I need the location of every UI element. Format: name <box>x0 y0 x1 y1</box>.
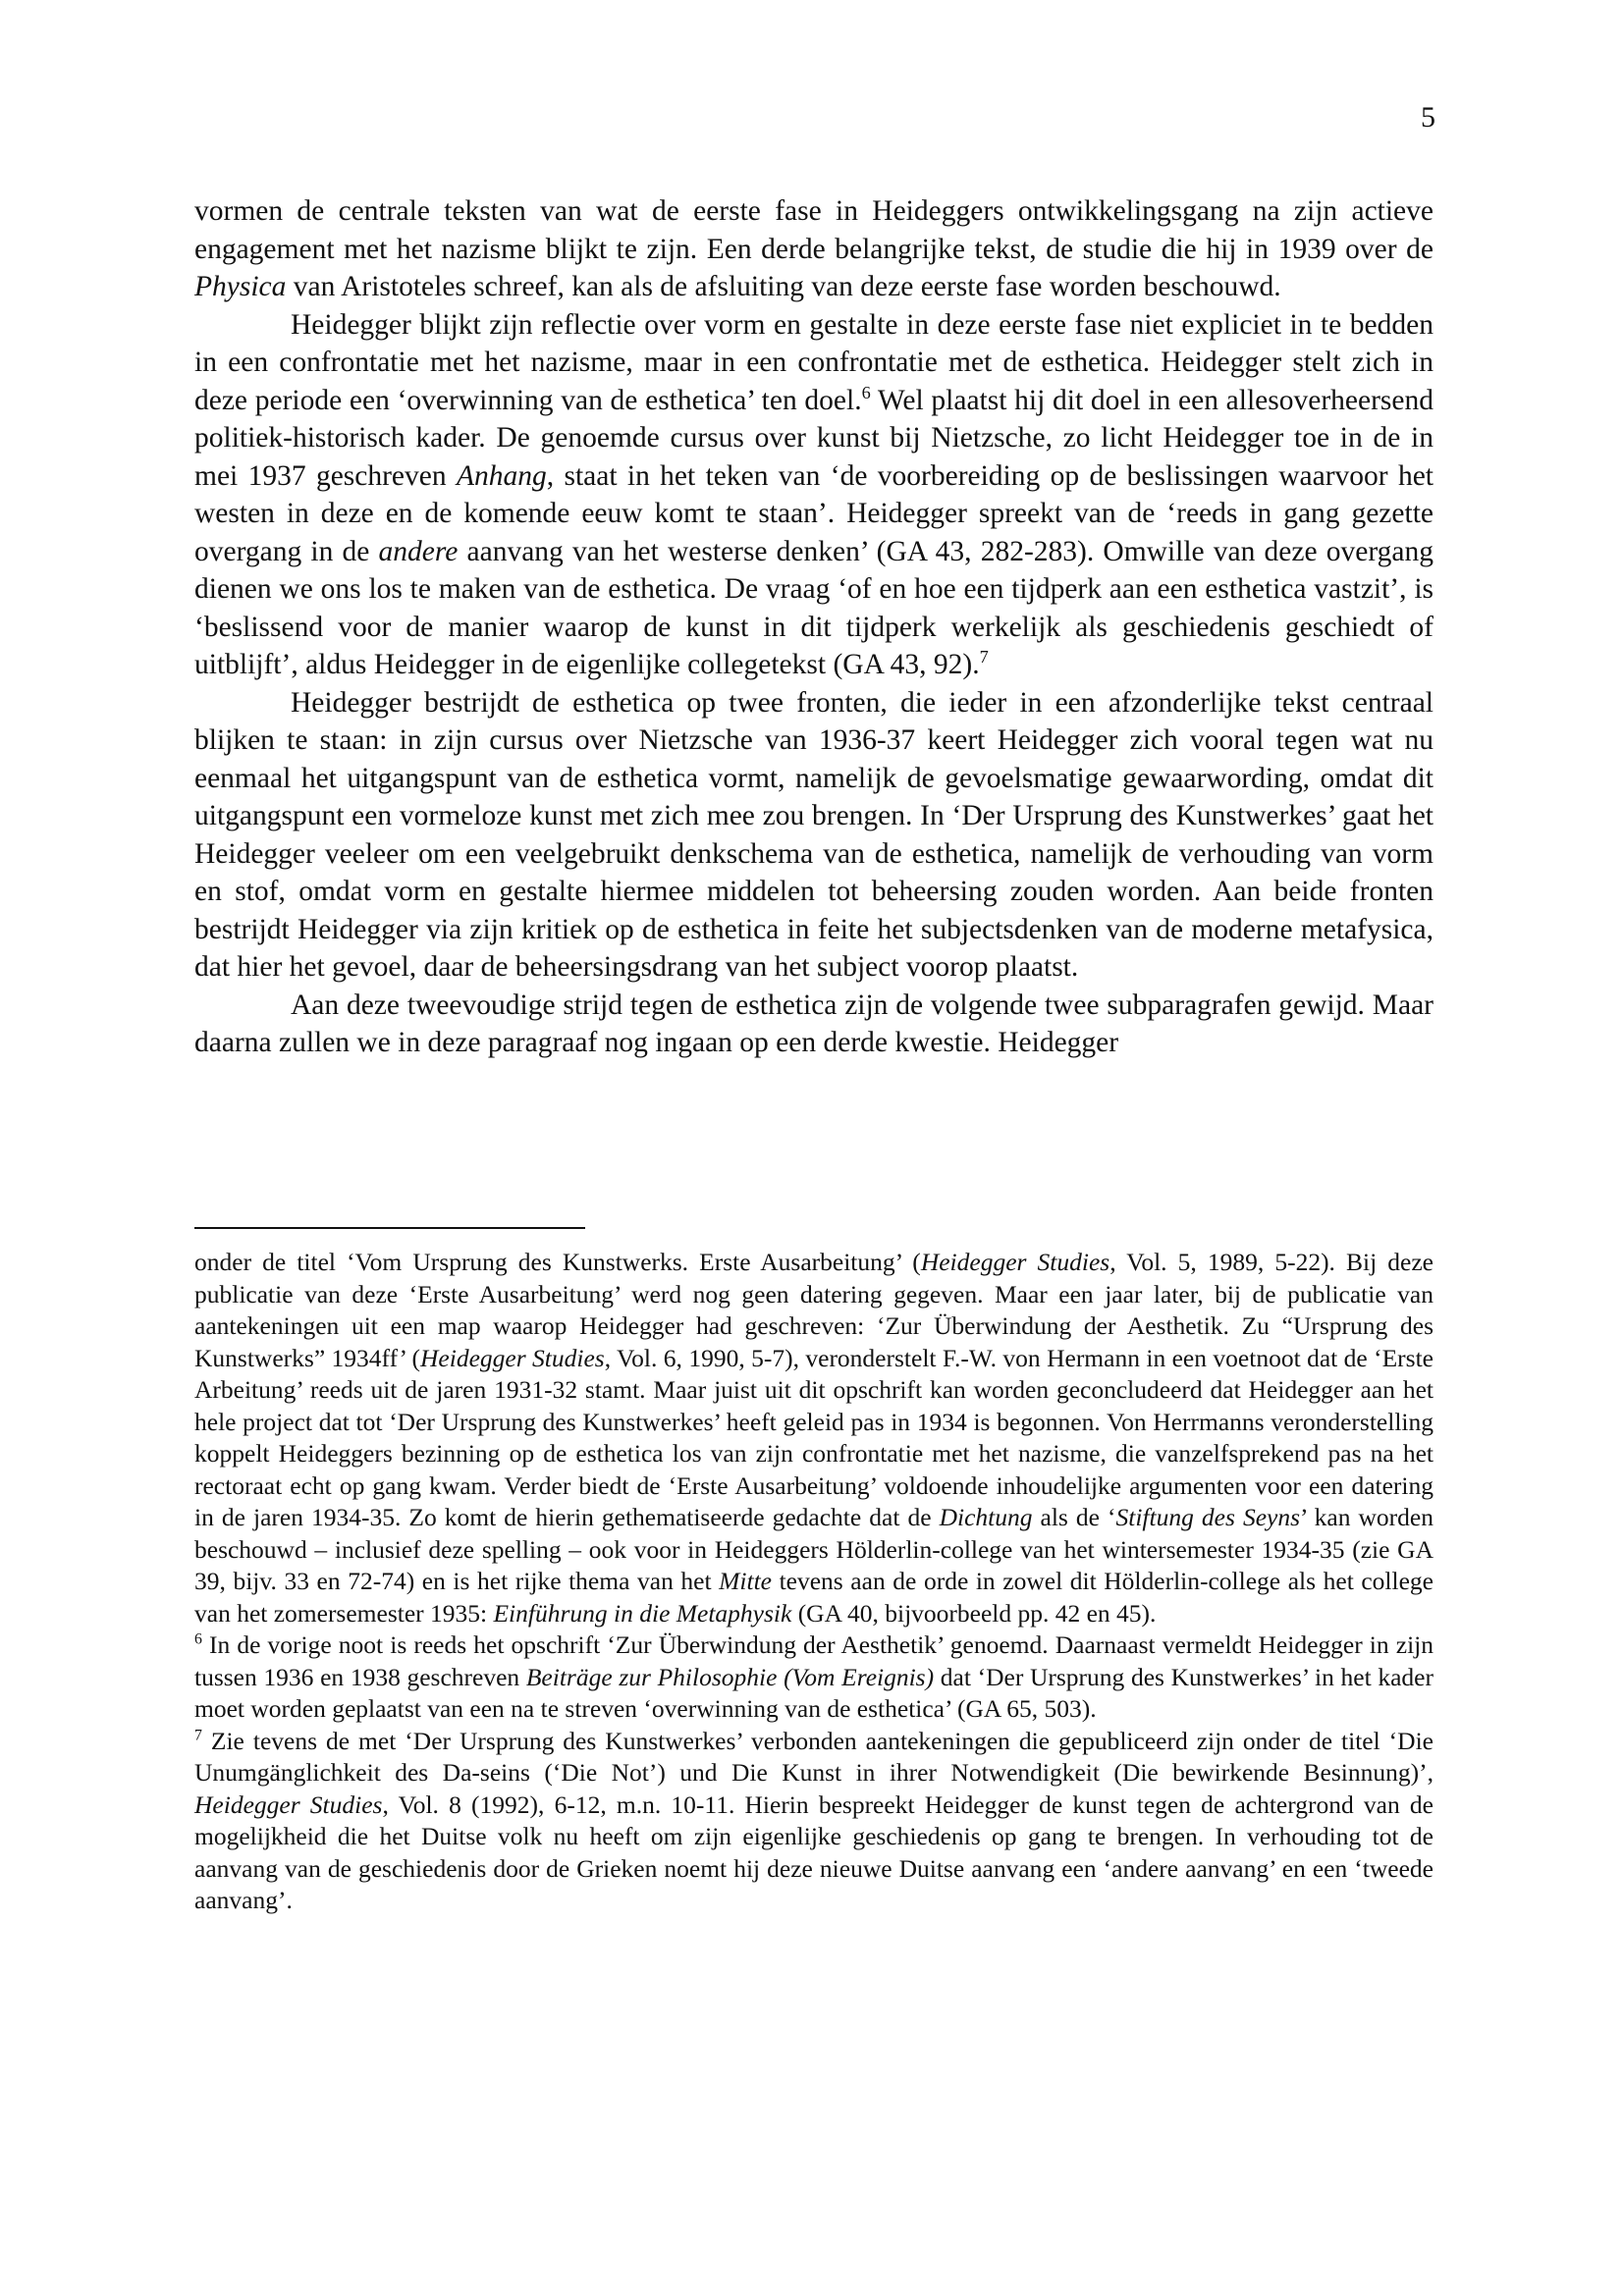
text-run: vormen de centrale teksten van wat de eerste fase in Heideggers ontwikkelingsgang na zijn actieve engagement met het nazisme blijkt te zijn. Een derde belangrijke tekst, de studie die hij in 1939 over de <box>194 195 1434 265</box>
paragraph-2 <box>194 306 1434 684</box>
text-run: als de ‘ <box>1032 1503 1116 1531</box>
italic-text: Mitte <box>719 1567 772 1595</box>
italic-text: Heidegger Studies <box>194 1789 383 1819</box>
text-run: aanvang van het westerse denken’ (GA 43, 282-283). Omwille van deze overgang dienen we ons los te maken van de esthetica. De vraag ‘of en hoe een tijdperk aan een esthetica vastzit’, is ‘beslissend voor de manier waarop de kunst in dit tijdperk werkelijk als geschiedenis geschiedt of uitblijft’, aldus Heidegger in de eigenlijke collegetekst (GA 43, 92). <box>194 535 1434 680</box>
footnote-6 <box>194 1629 1434 1726</box>
italic-text: Physica <box>194 271 287 302</box>
text-run: tevens aan de orde in zowel dit Hölderlin-college als het college van het zomersemester 1935: <box>194 1567 1434 1628</box>
text-run: , Vol. 5, 1989, 5-22). Bij deze publicatie van deze ‘Erste Ausarbeitung’ werd nog geen datering gegeven. Maar een jaar later, bij de publicatie van aantekeningen uit een map waarop Heidegger had geschreven: ‘Zur Überwindung der Aesthetik. Zu “Ursprung des Kunstwerks” 1934ff’ ( <box>194 1248 1434 1372</box>
text-run: ’ kan worden beschouwd – inclusief deze spelling – ook voor in Heideggers Hölderlin-college van het wintersemester 1934-35 (zie GA 39, bijv. 33 en 72-74) en is het rijke thema van het <box>194 1503 1434 1595</box>
text-run: Zie tevens de met ‘Der Ursprung des Kunstwerkes’ verbonden aantekeningen die gepubliceerd zijn onder de titel ‘Die Unumgänglichkeit des Da-seins (‘Die Not’) und Die Kunst in ihrer Notwendigkeit (Die bewirkende Besinnung)’, <box>194 1726 1434 1787</box>
italic-text: Dichtung <box>939 1503 1033 1531</box>
italic-text: Einführung in die Metaphysik <box>493 1598 792 1628</box>
paragraph-4 <box>194 987 1434 1062</box>
text-run: (GA 40, bijvoorbeeld pp. 42 en 45). <box>791 1598 1157 1628</box>
italic-text: Beiträge zur Philosophie (Vom Ereignis) <box>525 1662 935 1691</box>
italic-text: Stiftung des Seyns <box>1115 1503 1300 1531</box>
text-run: van Aristoteles schreef, kan als de afsluiting van deze eerste fase worden beschouwd. <box>286 271 1281 302</box>
footnote-marker: 7 <box>979 647 989 667</box>
italic-text: Heidegger Studies <box>420 1343 605 1372</box>
footnote-marker: 7 <box>194 1727 202 1743</box>
text-run: Heidegger blijkt zijn reflectie over vorm en gestalte in deze eerste fase niet expliciet in te bedden in een confrontatie met het nazisme, maar in een confrontatie met de esthetica. Heidegger stelt zich in deze periode een ‘overwinning van de esthetica’ ten doel. <box>194 308 1434 416</box>
text-run: In de vorige noot is reeds het opschrift ‘Zur Überwindung der Aesthetik’ genoemd. Daarnaast vermeldt Heidegger in zijn tussen 1936 en 1938 geschreven <box>194 1630 1434 1691</box>
footnote-7 <box>194 1726 1434 1917</box>
footnote-marker: 6 <box>194 1630 202 1648</box>
text-run: , Vol. 6, 1990, 5-7), veronderstelt F.-W. von Hermann in een voetnoot dat de ‘Erste Arbeitung’ reeds uit de jaren 1931-32 stamt. Maar juist uit dit opschrift kan worden geconcludeerd dat Heidegger aan het hele project dat tot ‘Der Ursprung des Kunstwerkes’ heeft geleid pas in 1934 is begonnen. Von Herrmanns veronderstelling koppelt Heideggers bezinning op de esthetica los van zijn confrontatie met het nazisme, die vanzelfsprekend pas na het rectoraat echt op gang kwam. Verder biedt de ‘Erste Ausarbeitung’ voldoende inhoudelijke argumenten voor een datering in de jaren 1934-35. Zo komt de hierin gethematiseerde gedachte dat de <box>194 1343 1434 1531</box>
text-run: Wel plaatst hij dit doel in een allesoverheersend politiek-historisch kader. De genoemde cursus over kunst bij Nietzsche, zo licht Heidegger toe in de in mei 1937 geschreven <box>194 384 1434 492</box>
italic-text: andere <box>378 535 459 567</box>
italic-text: Heidegger Studies <box>920 1248 1110 1276</box>
text-run: Aan deze tweevoudige strijd tegen de esthetica zijn de volgende twee subparagrafen gewijd. Maar daarna zullen we in deze paragraaf nog ingaan op een derde kwestie. Heidegger <box>194 988 1434 1058</box>
text-run: Heidegger bestrijdt de esthetica op twee fronten, die ieder in een afzonderlijke tekst centraal blijken te staan: in zijn cursus over Nietzsche van 1936-37 keert Heidegger zich vooral tegen wat nu eenmaal het uitgangspunt van de esthetica vormt, namelijk de gevoelsmatige gewaarwording, omdat dit uitgangspunt een vormeloze kunst met zich mee zou brengen. In ‘Der Ursprung des Kunstwerkes’ gaat het Heidegger veeleer om een veelgebruikt denkschema van de esthetica, namelijk de verhouding van vorm en stof, omdat vorm en gestalte hiermee middelen tot beheersing zouden worden. Aan beide fronten bestrijdt Heidegger via zijn kritiek op de esthetica in feite het subjectsdenken van de moderne metafysica, dat hier het gevoel, daar de beheersingsdrang van het subject voorop plaatst. <box>194 686 1434 983</box>
text-run: , Vol. 8 (1992), 6-12, m.n. 10-11. Hierin bespreekt Heidegger de kunst tegen de achtergrond van de mogelijkheid die het Duitse volk nu heeft om zijn eigenlijke geschiedenis op gang te brengen. In verhouding tot de aanvang van de geschiedenis door de Grieken noemt hij deze nieuwe Duitse aanvang een ‘andere aanvang’ en een ‘tweede aanvang’. <box>194 1789 1434 1914</box>
footnotes <box>194 1247 1434 1917</box>
body-text <box>194 192 1434 1062</box>
page-number: 5 <box>1421 101 1435 133</box>
footnote-separator <box>194 1227 585 1229</box>
text-run: , staat in het teken van ‘de voorbereiding op de beslissingen waarvoor het westen in deze en de komende eeuw komt te staan’. Heidegger spreekt van de ‘reeds in gang gezette overgang in de <box>194 459 1434 567</box>
footnote-marker: 6 <box>861 382 871 402</box>
paragraph-1 <box>194 192 1434 306</box>
text-run: onder de titel ‘Vom Ursprung des Kunstwerks. Erste Ausarbeitung’ ( <box>194 1248 921 1276</box>
paragraph-3 <box>194 684 1434 987</box>
italic-text: Anhang <box>456 459 547 492</box>
footnote-continuation <box>194 1247 1434 1629</box>
text-run: dat ‘Der Ursprung des Kunstwerkes’ in het kader moet worden geplaatst van een na te streven ‘overwinning van de esthetica’ (GA 65, 503). <box>194 1662 1434 1723</box>
